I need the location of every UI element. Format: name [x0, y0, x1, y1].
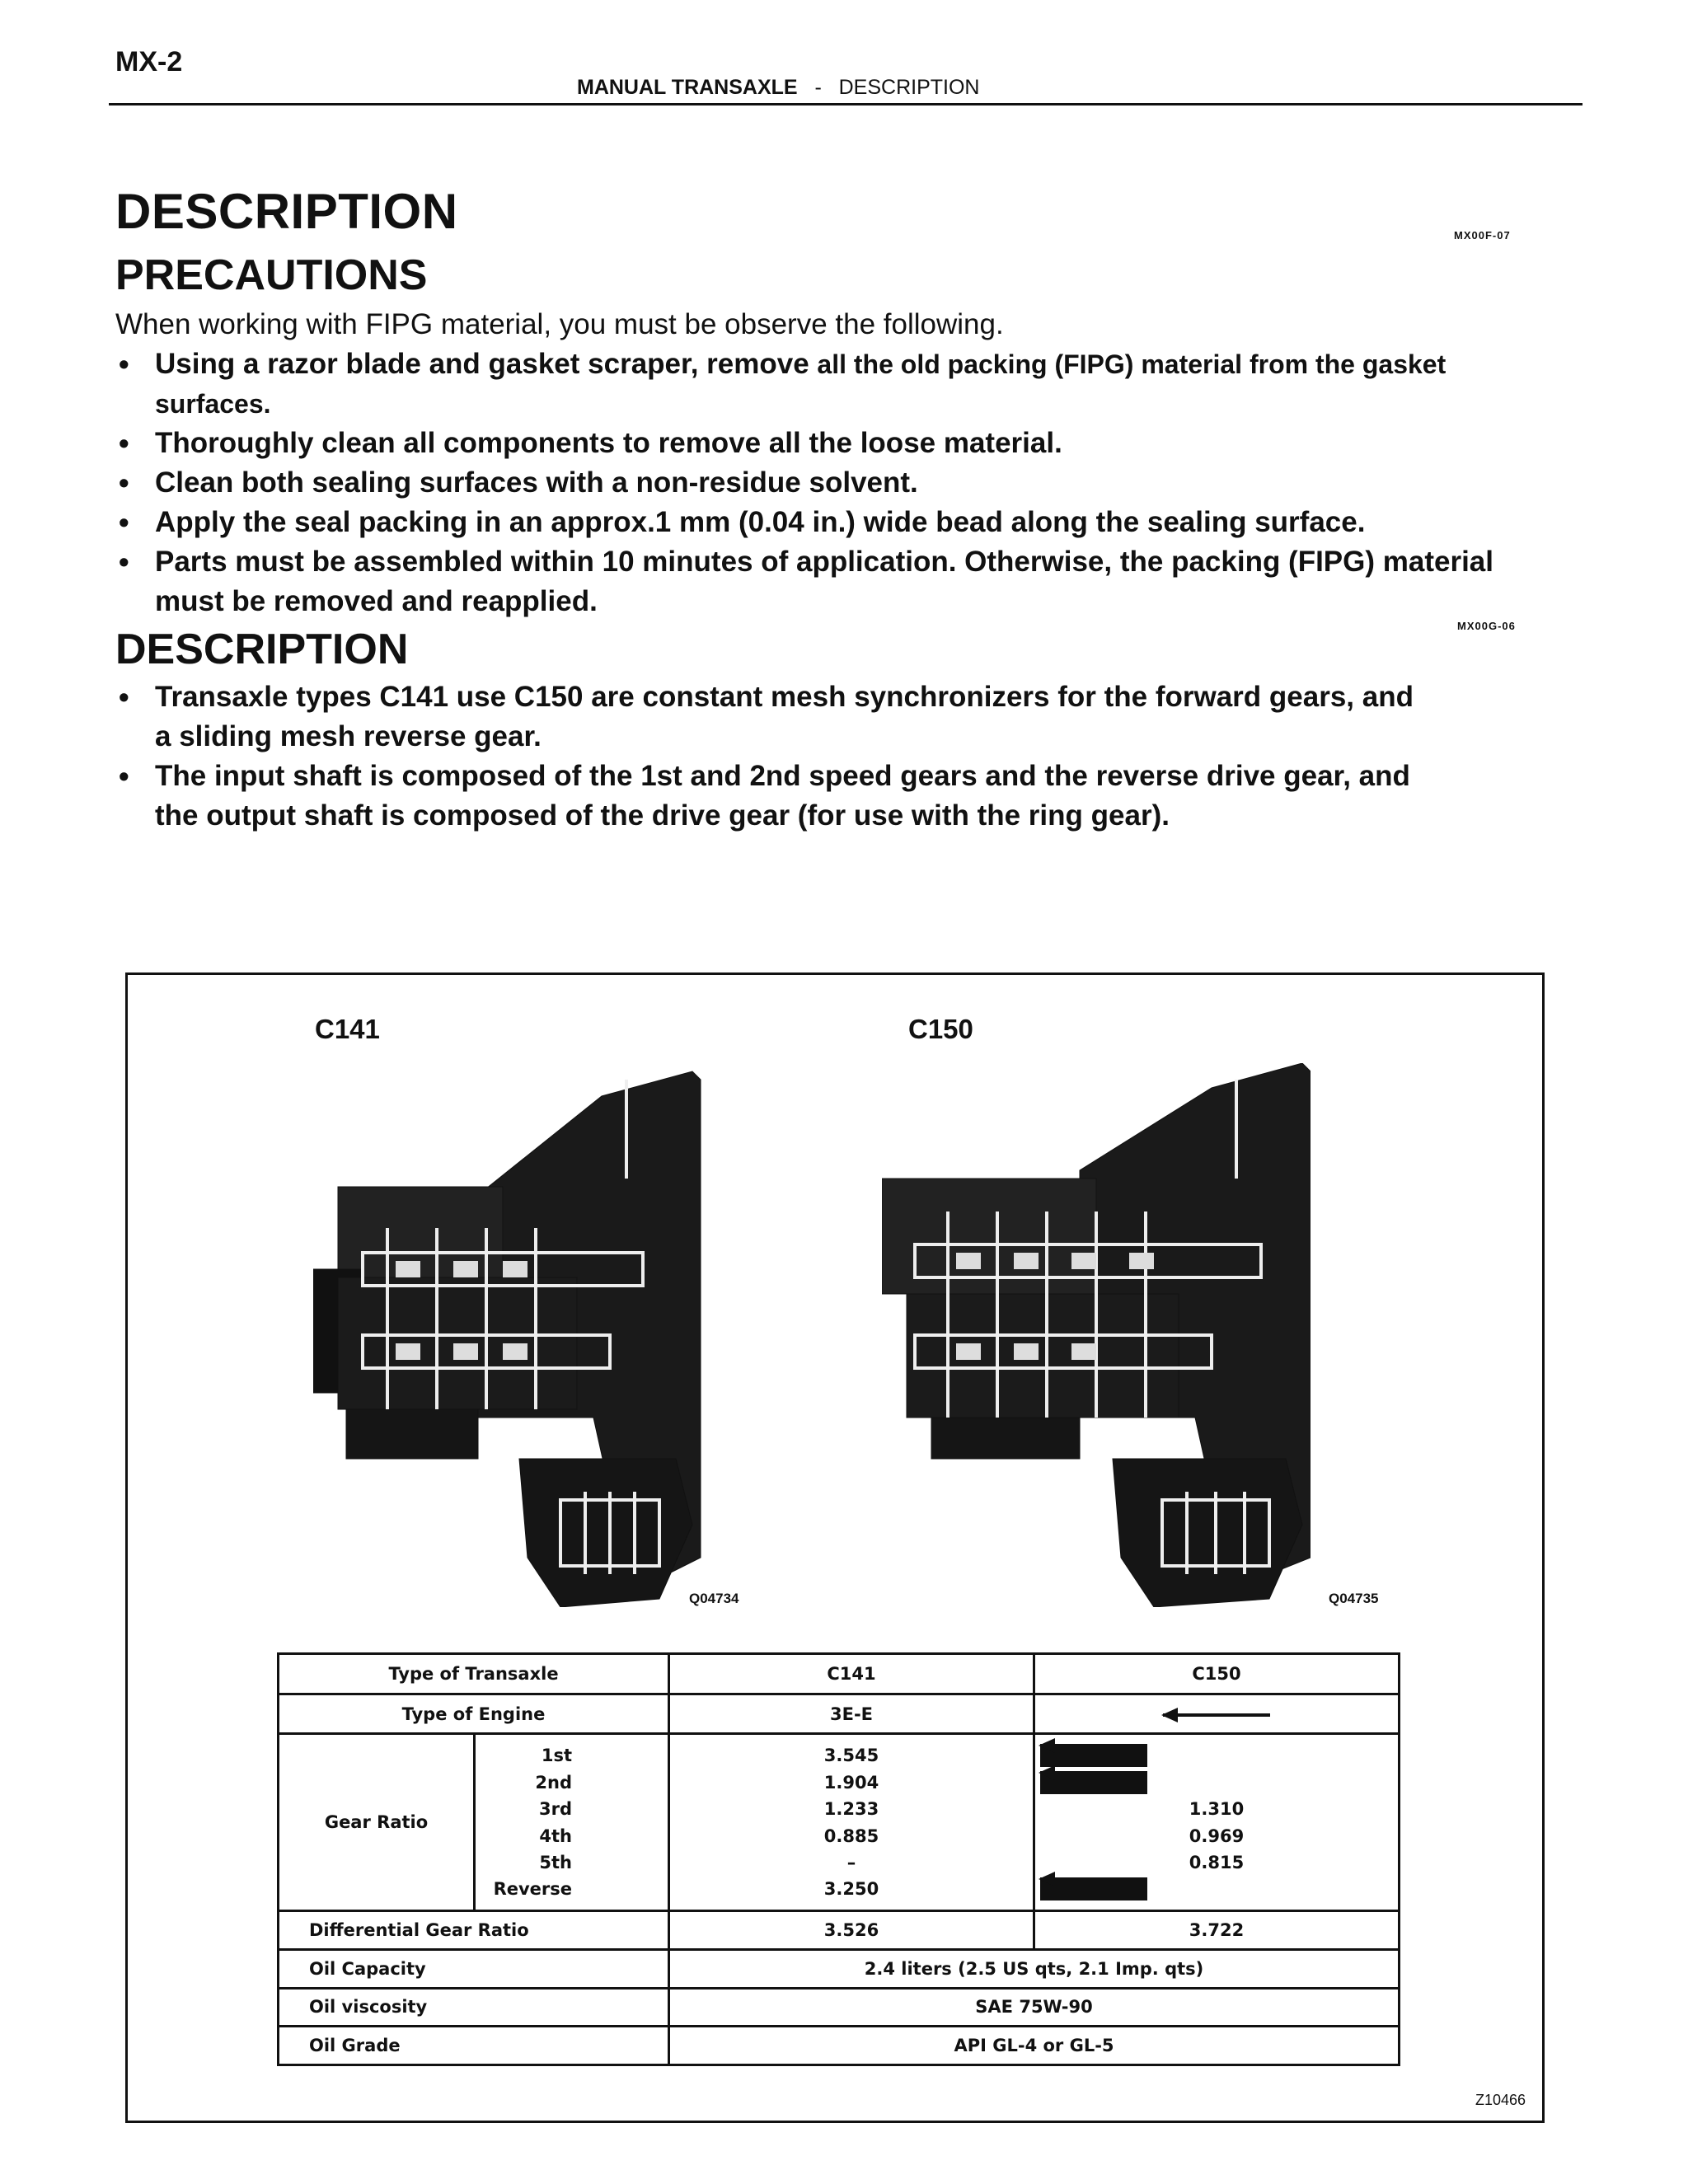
precaution-2-text: Thoroughly clean all components to remove all the loose material.	[155, 427, 1062, 459]
page-number: MX-2	[115, 46, 183, 77]
oil-grade-label: Oil Grade	[279, 2027, 669, 2065]
same-as-left-arrow-icon	[1163, 1713, 1270, 1717]
table-row	[279, 1950, 1400, 1989]
list-item	[115, 677, 1591, 757]
precaution-5-text: Parts must be assembled within 10 minutes of application. Otherwise, the packing (FIPG) material	[155, 546, 1493, 578]
same-as-left-arrow-icon	[1040, 1744, 1147, 1767]
page-title: DESCRIPTION	[115, 184, 458, 239]
gear-name: 4th	[539, 1825, 573, 1846]
c150-ratio-1st	[1040, 1744, 1393, 1767]
oil-capacity-value: 2.4 liters (2.5 US qts, 2.1 Imp. qts)	[669, 1950, 1400, 1989]
precautions-list	[115, 344, 1591, 621]
c141-ratio: 0.885	[823, 1825, 879, 1846]
precaution-1-text: Using a razor blade and gasket scraper, remove	[155, 348, 818, 380]
precautions-intro: When working with FIPG material, you must be observe the following.	[115, 308, 1004, 340]
oil-grade-value: API GL-4 or GL-5	[669, 2027, 1400, 2065]
table-row	[279, 2027, 1400, 2065]
gear-names-cell	[475, 1734, 669, 1911]
precaution-5-cont: must be removed and reapplied.	[155, 585, 598, 617]
type-transaxle-label: Type of Transaxle	[279, 1654, 669, 1694]
gear-ratio-label: Gear Ratio	[279, 1734, 475, 1911]
c150-ratio-2nd	[1040, 1771, 1393, 1794]
figure-code: Z10466	[1475, 2092, 1526, 2108]
doc-code-1: MX00F-07	[1454, 229, 1511, 241]
oil-viscosity-label: Oil viscosity	[279, 1988, 669, 2027]
description-heading: DESCRIPTION	[115, 626, 409, 673]
gear-name: 3rd	[539, 1799, 573, 1820]
description-2-text: The input shaft is composed of the 1st and 2nd speed gears and the reverse drive gear, and	[155, 760, 1410, 792]
running-header-subsection: DESCRIPTION	[838, 76, 980, 99]
c141-ratios-cell	[669, 1734, 1034, 1911]
diff-c150-cell: 3.722	[1034, 1911, 1400, 1950]
oil-viscosity-value: SAE 75W-90	[669, 1988, 1400, 2027]
precaution-3-text: Clean both sealing surfaces with a non-residue solvent.	[155, 466, 918, 499]
figure-code-c141: Q04734	[689, 1591, 739, 1606]
running-header	[577, 76, 979, 100]
doc-code-2: MX00G-06	[1457, 620, 1516, 632]
list-item	[115, 463, 1591, 503]
list-item	[115, 542, 1591, 621]
spec-table	[277, 1652, 1400, 2066]
c150-ratio: 0.815	[1189, 1852, 1245, 1872]
table-row	[279, 1988, 1400, 2027]
c150-transaxle-illustration	[882, 1063, 1311, 1607]
running-header-separator: -	[814, 76, 822, 99]
c141-ratio: 3.545	[823, 1746, 879, 1766]
col-c150-header: C150	[1034, 1654, 1400, 1694]
gear-name: 1st	[541, 1746, 573, 1766]
c150-ratios-cell	[1034, 1734, 1400, 1911]
description-1-text: Transaxle types C141 use C150 are constant mesh synchronizers for the forward gears, and	[155, 681, 1414, 713]
gear-name: Reverse	[493, 1879, 573, 1900]
header-rule	[109, 103, 1582, 105]
table-row	[279, 1734, 1400, 1911]
description-1-cont: a sliding mesh reverse gear.	[155, 720, 542, 752]
c150-ratio-reverse	[1040, 1877, 1393, 1900]
type-engine-label: Type of Engine	[279, 1694, 669, 1734]
c141-transaxle-illustration	[313, 1063, 709, 1607]
c141-ratio: 1.904	[823, 1772, 879, 1793]
precautions-heading: PRECAUTIONS	[115, 251, 428, 299]
precaution-1-small: all the old packing (FIPG) material from the gasket	[817, 349, 1447, 379]
c150-ratio: 1.310	[1189, 1799, 1245, 1820]
same-as-left-arrow-icon	[1040, 1877, 1147, 1900]
c141-ratio: 3.250	[823, 1879, 879, 1900]
table-row	[279, 1911, 1400, 1950]
table-row	[279, 1694, 1400, 1734]
oil-capacity-label: Oil Capacity	[279, 1950, 669, 1989]
engine-c141-cell: 3E-E	[669, 1694, 1034, 1734]
gear-name: 5th	[539, 1852, 573, 1872]
c150-ratio: 0.969	[1189, 1825, 1245, 1846]
gear-name: 2nd	[535, 1772, 573, 1793]
c141-ratio: –	[846, 1852, 856, 1872]
figure-title-c141: C141	[315, 1014, 380, 1044]
precaution-1-cont: surfaces.	[155, 389, 271, 419]
diff-ratio-label: Differential Gear Ratio	[279, 1911, 669, 1950]
engine-c150-cell	[1034, 1694, 1400, 1734]
precaution-4-text: Apply the seal packing in an approx.1 mm (0.04 in.) wide bead along the sealing surface.	[155, 506, 1366, 538]
c141-ratio: 1.233	[823, 1799, 879, 1820]
same-as-left-arrow-icon	[1040, 1771, 1147, 1794]
figure-title-c150: C150	[908, 1014, 973, 1044]
diff-c141-cell: 3.526	[669, 1911, 1034, 1950]
table-row	[279, 1654, 1400, 1694]
figure-code-c150: Q04735	[1329, 1591, 1379, 1606]
running-header-section: MANUAL TRANSAXLE	[577, 76, 798, 99]
col-c141-header: C141	[669, 1654, 1034, 1694]
list-item	[115, 757, 1591, 836]
list-item	[115, 503, 1591, 542]
description-list	[115, 677, 1591, 836]
description-2-cont: the output shaft is composed of the drive gear (for use with the ring gear).	[155, 799, 1170, 832]
list-item	[115, 344, 1591, 424]
list-item	[115, 424, 1591, 463]
